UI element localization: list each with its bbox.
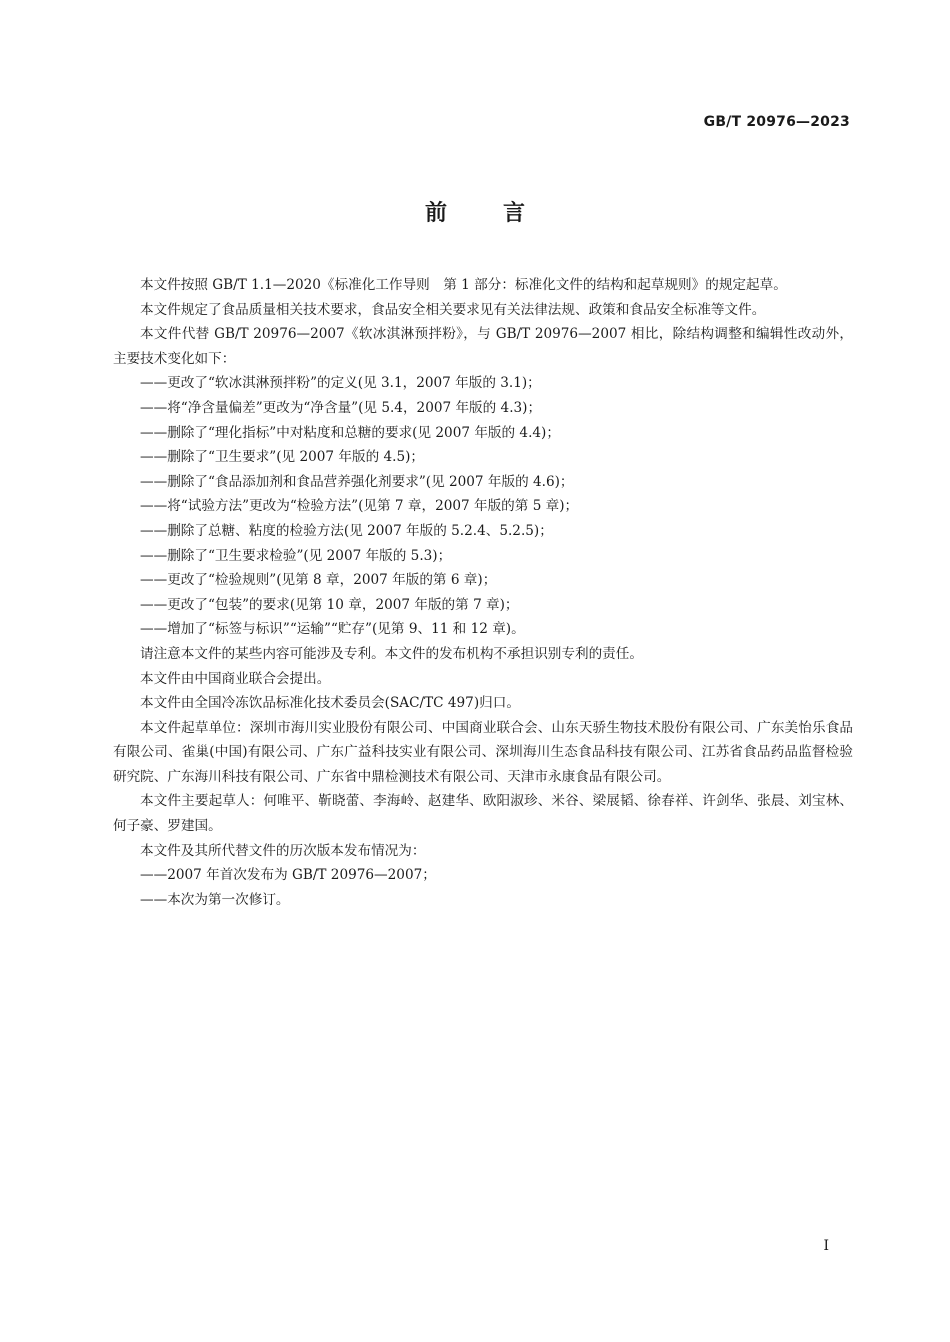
document-body	[113, 273, 853, 912]
change-item: ——删除了“理化指标”中对粘度和总糖的要求(见 2007 年版的 4.4)；	[140, 424, 560, 441]
change-item: ——删除了“卫生要求检验”(见 2007 年版的 5.3)；	[140, 547, 452, 564]
paragraph-drafters: 本文件主要起草人：何唯平、靳晓蕾、李海岭、赵建华、欧阳淑珍、米谷、梁展韬、徐春祥、许剑华、张晨、刘宝林、何子豪、罗建国。	[113, 793, 853, 835]
page-title: 前言	[424, 201, 581, 226]
change-item: ——更改了“包装”的要求(见第 10 章，2007 年版的第 7 章)；	[140, 596, 519, 613]
history-item: ——2007 年首次发布为 GB/T 20976—2007；	[140, 867, 436, 884]
change-item: ——将“净含量偏差”更改为“净含量”(见 5.4，2007 年版的 4.3)；	[140, 399, 542, 416]
change-item: ——更改了“软冰淇淋预拌粉”的定义(见 3.1，2007 年版的 3.1)；	[140, 375, 541, 392]
history-item: ——本次为第一次修订。	[140, 891, 290, 908]
paragraph-proposer: 本文件由中国商业联合会提出。	[140, 670, 331, 687]
change-item: ——删除了“卫生要求”(见 2007 年版的 4.5)；	[140, 449, 424, 466]
paragraph-drafting-rules: 本文件按照 GB/T 1.1—2020《标准化工作导则 第 1 部分：标准化文件的结构和起草规则》的规定起草。	[140, 277, 787, 293]
change-item: ——删除了“食品添加剂和食品营养强化剂要求”(见 2007 年版的 4.6)；	[140, 473, 574, 490]
paragraph-replacement: 本文件代替 GB/T 20976—2007《软冰淇淋预拌粉》，与 GB/T 20976—2007 相比，除结构调整和编辑性改动外，主要技术变化如下：	[113, 326, 853, 367]
change-item: ——删除了总糖、粘度的检验方法(见 2007 年版的 5.2.4、5.2.5)；	[140, 522, 553, 539]
paragraph-scope: 本文件规定了食品质量相关技术要求，食品安全相关要求见有关法律法规、政策和食品安全标准等文件。	[140, 301, 766, 318]
change-item: ——更改了“检验规则”(见第 8 章，2007 年版的第 6 章)；	[140, 572, 497, 589]
page-number: I	[823, 1238, 829, 1254]
standard-code: GB/T 20976—2023	[703, 114, 850, 130]
paragraph-version-history: 本文件及其所代替文件的历次版本发布情况为：	[140, 842, 426, 859]
change-item: ——将“试验方法”更改为“检验方法”(见第 7 章，2007 年版的第 5 章)；	[140, 498, 579, 515]
paragraph-drafting-units: 本文件起草单位：深圳市海川实业股份有限公司、中国商业联合会、山东天骄生物技术股份有限公司、广东美怡乐食品有限公司、雀巢(中国)有限公司、广东广益科技实业有限公司、深圳海川生态食品科技有限公司、江苏省食品药品监督检验研究院、广东海川科技有限公司、广东省中鼎检测技术有限公司、天津市永康食品有限公司。	[113, 719, 853, 785]
paragraph-patent-notice: 请注意本文件的某些内容可能涉及专利。本文件的发布机构不承担识别专利的责任。	[140, 645, 643, 662]
paragraph-committee: 本文件由全国冷冻饮品标准化技术委员会(SAC/TC 497)归口。	[140, 695, 520, 712]
change-item: ——增加了“标签与标识”“运输”“贮存”(见第 9、11 和 12 章)。	[140, 621, 525, 638]
